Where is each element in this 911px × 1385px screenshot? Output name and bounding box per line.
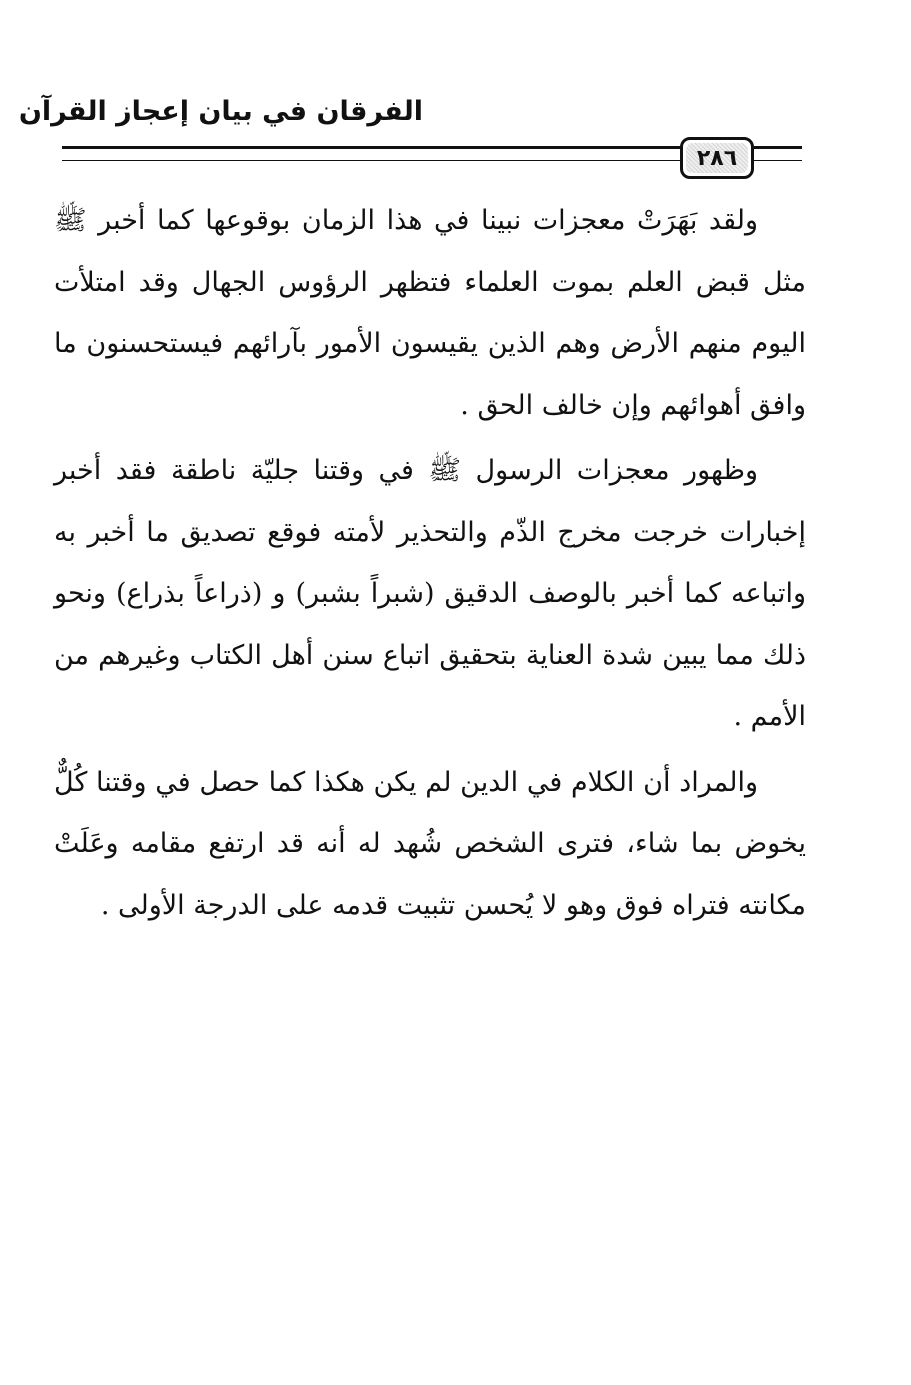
page-number: ٢٨٦	[686, 143, 748, 173]
paragraph-2: وظهور معجزات الرسول ﷺ في وقتنا جليّة ناطقة فقد أخبر إخبارات خرجت مخرج الذّم والتحذير لأمته فوقع تصديق ما أخبر به واتباعه كما أخبر بالوصف الدقيق (شبراً بشبر) و (ذراعاً بذراع) ونحو ذلك مما يبين شدة العناية بتحقيق اتباع سنن أهل الكتاب وغيرهم من الأمم .	[54, 455, 806, 732]
body-text	[54, 190, 806, 936]
header-rule-right-bottom	[754, 160, 802, 161]
header-rule-left-top	[62, 146, 680, 149]
header-rule-left-bottom	[62, 160, 680, 161]
page-number-badge	[680, 137, 754, 179]
running-header-title: الفرقان في بيان إعجاز القرآن	[18, 96, 423, 127]
paragraph-1: ولقد بَهَرَتْ معجزات نبينا في هذا الزمان بوقوعها كما أخبر ﷺ مثل قبض العلم بموت العلماء فتظهر الرؤوس الجهال وقد امتلأت اليوم منهم الأرض وهم الذين يقيسون الأمور بآرائهم فيستحسنون ما وافق أهوائهم وإن خالف الحق .	[54, 205, 806, 421]
paragraph-3: والمراد أن الكلام في الدين لم يكن هكذا كما حصل في وقتنا كُلٌّ يخوض بما شاء، فترى الشخص شُهد له أنه قد ارتفع مقامه وعَلَتْ مكانته فتراه فوق وهو لا يُحسن تثبيت قدمه على الدرجة الأولى .	[54, 766, 806, 921]
header-rule-right-top	[754, 146, 802, 149]
